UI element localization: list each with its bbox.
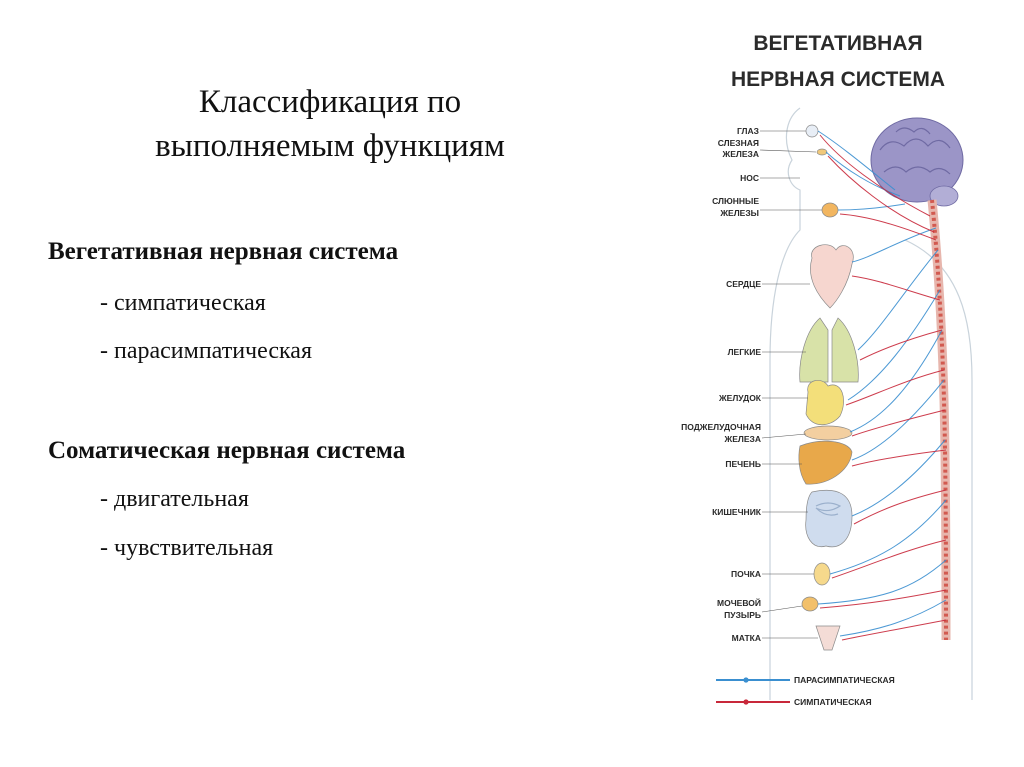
legend-sympathetic: СИМПАТИЧЕСКАЯ — [794, 697, 872, 707]
label-heart: СЕРДЦЕ — [726, 279, 761, 289]
slide-title-line-2: выполняемым функциям — [155, 128, 505, 165]
spinal-cord — [932, 200, 946, 640]
label-intestine: КИШЕЧНИК — [712, 507, 761, 517]
diagram-title-line-2: НЕРВНАЯ СИСТЕМА — [731, 68, 945, 91]
uterus-shape — [816, 626, 840, 650]
sensory-item: - чувствительная — [100, 535, 274, 561]
label-stomach: ЖЕЛУДОК — [718, 393, 761, 403]
label-nose: НОС — [740, 173, 759, 183]
organs — [799, 125, 858, 650]
kidney-shape — [814, 563, 830, 585]
slide-title — [100, 80, 560, 168]
lacrimal-gland-shape — [817, 149, 827, 155]
label-lacrimal-2: ЖЕЛЕЗА — [722, 149, 759, 159]
pancreas-shape — [804, 426, 852, 440]
sympathetic-item: - симпатическая — [100, 290, 266, 316]
diagram-title-line-1: ВЕГЕТАТИВНАЯ — [753, 32, 923, 55]
parasympathetic-item: - парасимпатическая — [100, 338, 312, 364]
label-eye: ГЛАЗ — [736, 126, 759, 136]
legend — [716, 675, 895, 707]
eye-shape — [806, 125, 818, 137]
label-lacrimal-1: СЛЕЗНАЯ — [717, 138, 759, 148]
heart-shape — [810, 245, 853, 308]
label-salivary-2: ЖЕЛЕЗЫ — [720, 208, 759, 218]
salivary-gland-shape — [822, 203, 838, 217]
label-pancreas-2: ЖЕЛЕЗА — [724, 434, 761, 444]
autonomic-nervous-system-diagram — [681, 0, 1024, 767]
bladder-shape — [802, 597, 818, 611]
autonomic-heading: Вегетативная нервная система — [48, 238, 399, 265]
label-uterus: МАТКА — [731, 633, 761, 643]
lungs-shape — [800, 318, 859, 382]
label-bladder-2: ПУЗЫРЬ — [724, 610, 761, 620]
stomach-shape — [806, 380, 844, 424]
legend-parasympathetic: ПАРАСИМПАТИЧЕСКАЯ — [794, 675, 895, 685]
slide-title-line-1: Классификация по — [198, 84, 462, 121]
label-lungs: ЛЕГКИЕ — [727, 347, 761, 357]
label-bladder-1: МОЧЕВОЙ — [717, 598, 761, 608]
label-liver: ПЕЧЕНЬ — [725, 459, 761, 469]
liver-shape — [799, 441, 852, 484]
somatic-heading: Соматическая нервная система — [48, 437, 406, 464]
organ-labels — [681, 126, 822, 643]
intestine-shape — [806, 490, 852, 547]
label-kidney: ПОЧКА — [730, 569, 761, 579]
label-salivary-1: СЛЮННЫЕ — [712, 196, 759, 206]
brain — [871, 118, 963, 206]
label-pancreas-1: ПОДЖЕЛУДОЧНАЯ — [681, 422, 761, 432]
motor-item: - двигательная — [100, 486, 249, 512]
